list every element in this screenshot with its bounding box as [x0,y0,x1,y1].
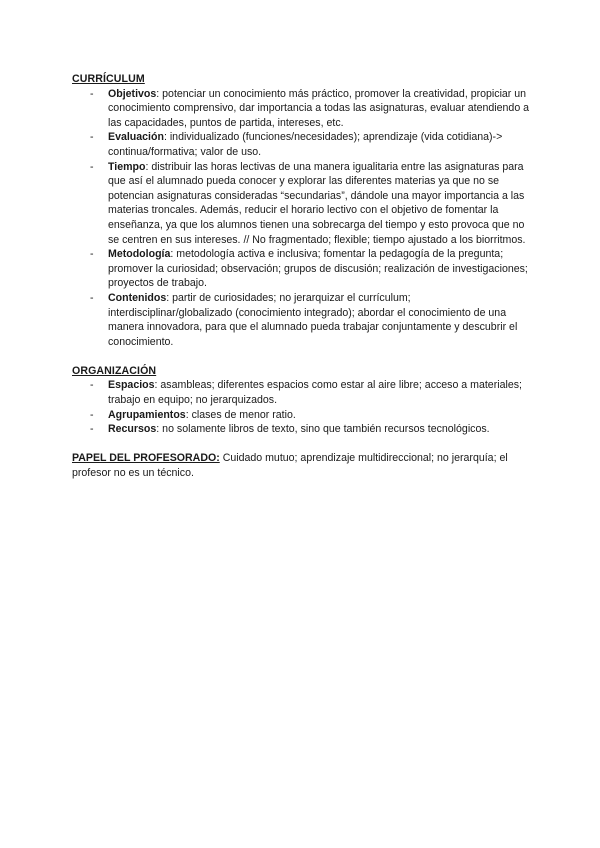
curriculum-section [72,72,532,349]
organizacion-list [72,378,532,436]
text-evaluacion: : individualizado (funciones/necesidades); aprendizaje (vida cotidiana)-> continua/formativa; valor de uso. [108,131,503,158]
bullet-dash: - [90,408,94,421]
text-contenidos: : partir de curiosidades; no jerarquizar el currículum; interdisciplinar/globalizado (conocimiento integrado); abordar el conocimiento de una manera innovadora, para que el alumnado pueda trabajar conjuntamente y descubrir el conocimiento. [108,291,518,348]
bullet-dash: - [90,248,94,261]
term-contenidos: Contenidos [108,291,167,304]
list-item-espacios [72,378,532,407]
profesorado-section [72,451,532,480]
list-item-tiempo [72,160,532,248]
bullet-dash: - [90,291,94,304]
term-agrupamientos: Agrupamientos [108,408,186,421]
term-tiempo: Tiempo [108,160,146,173]
list-item-agrupamientos [72,408,532,423]
curriculum-list [72,87,532,350]
text-agrupamientos: : clases de menor ratio. [185,408,296,421]
section-spacer [72,349,532,364]
term-metodologia: Metodología [108,248,171,261]
organizacion-heading: ORGANIZACIÓN [72,364,157,377]
bullet-dash: - [90,131,94,144]
text-recursos: : no solamente libros de texto, sino que también recursos tecnológicos. [156,423,490,436]
list-item-metodologia [72,247,532,291]
term-evaluacion: Evaluación [108,131,164,144]
term-espacios: Espacios [108,379,155,392]
section-spacer [72,437,532,452]
organizacion-section [72,364,532,437]
bullet-dash: - [90,379,94,392]
term-recursos: Recursos [108,423,157,436]
text-tiempo: : distribuir las horas lectivas de una manera igualitaria entre las asignaturas para que así el alumnado pueda conocer y explorar las diferentes materias ya que no se potencian asignaturas consideradas “secundarias”, dándole una mayor importancia a las materias troncales. Además, reducir el horario lectivo con el objetivo de fomentar la enseñanza, ya que los alumnos tienen una sobrecarga del tiempo y esto provoca que no se centren en sus intereses. // No fragmentado; flexible; tiempo ajustado a los biorritmos. [108,160,526,246]
text-espacios: : asambleas; diferentes espacios como estar al aire libre; acceso a materiales; trabajo en equipo; no jerarquizados. [108,379,522,407]
bullet-dash: - [90,160,94,173]
list-item-contenidos [72,291,532,349]
list-item-recursos [72,422,532,437]
document-page [72,72,532,481]
bullet-dash: - [90,423,94,436]
profesorado-text: Cuidado mutuo; aprendizaje multidireccional; no jerarquía; el profesor no es un técnico. [72,452,508,480]
list-item-objetivos [72,87,532,131]
text-metodologia: : metodología activa e inclusiva; fomentar la pedagogía de la pregunta; promover la curiosidad; observación; grupos de discusión; realización de investigaciones; proyectos de trabajo. [108,248,528,290]
list-item-evaluacion [72,130,532,159]
curriculum-heading: CURRÍCULUM [72,73,145,85]
term-objetivos: Objetivos [108,87,157,100]
text-objetivos: : potenciar un conocimiento más práctico, promover la creatividad, propiciar un conocimiento comprensivo, dar importancia a todas las asignaturas, evaluar atendiendo a las capacidades, puntos de partida, intereses, etc. [108,87,530,129]
profesorado-heading: PAPEL DEL PROFESORADO: [72,452,220,465]
bullet-dash: - [90,87,94,100]
